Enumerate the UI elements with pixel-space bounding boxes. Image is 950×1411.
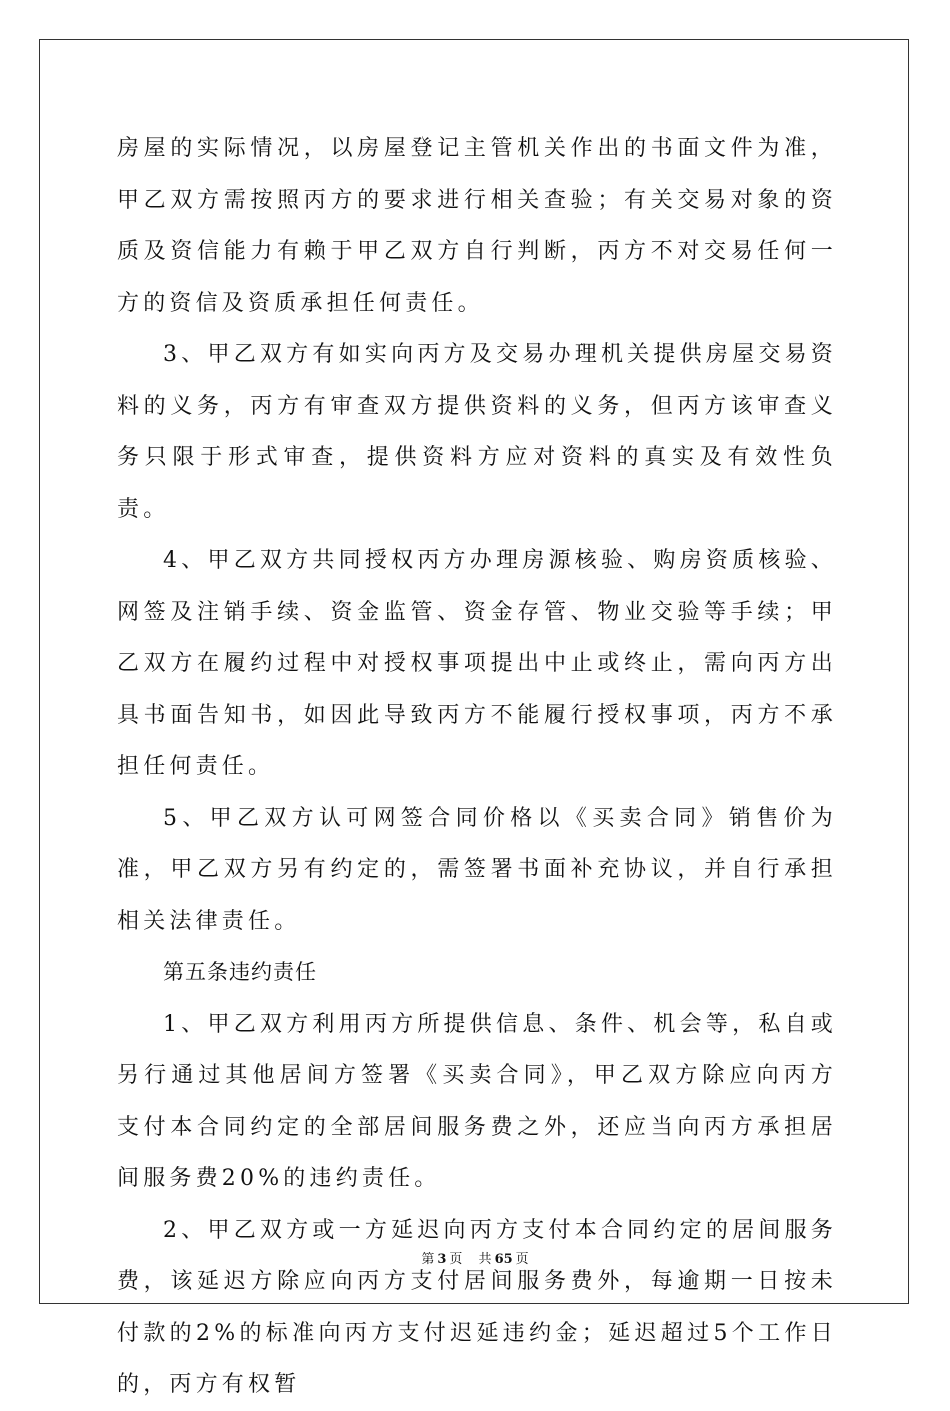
page-current: 3 bbox=[437, 1252, 447, 1267]
total-prefix: 共 bbox=[478, 1252, 492, 1267]
total-suffix: 页 bbox=[515, 1252, 529, 1267]
paragraph-breach-1: 1、甲乙双方利用丙方所提供信息、条件、机会等，私自或另行通过其他居间方签署《买卖合同》，甲乙双方除应向丙方支付本合同约定的全部居间服务费之外，还应当向丙方承担居间服务费20%的违约责任。 bbox=[117, 1011, 837, 1191]
document-body bbox=[117, 123, 837, 1411]
total-count: 65 bbox=[494, 1252, 513, 1267]
page-number bbox=[418, 1252, 465, 1267]
paragraph-clause-4: 4、甲乙双方共同授权丙方办理房源核验、购房资质核验、网签及注销手续、资金监管、资金存管、物业交验等手续；甲乙双方在履约过程中对授权事项提出中止或终止，需向丙方出具书面告知书，如因此导致丙方不能履行授权事项，丙方不承担任何责任。 bbox=[117, 548, 837, 779]
section-heading: 第五条违约责任 bbox=[163, 960, 317, 984]
page-suffix: 页 bbox=[449, 1252, 463, 1267]
paragraph-continuation: 房屋的实际情况，以房屋登记主管机关作出的书面文件为准，甲乙双方需按照丙方的要求进行相关查验；有关交易对象的资质及资信能力有赖于甲乙双方自行判断，丙方不对交易任何一方的资信及资质承担任何责任。 bbox=[117, 136, 837, 316]
page-prefix: 第 bbox=[421, 1252, 435, 1267]
paragraph-clause-5: 5、甲乙双方认可网签合同价格以《买卖合同》销售价为准，甲乙双方另有约定的，需签署书面补充协议，并自行承担相关法律责任。 bbox=[117, 805, 837, 934]
paragraph-clause-3: 3、甲乙双方有如实向丙方及交易办理机关提供房屋交易资料的义务，丙方有审查双方提供资料的义务，但丙方该审查义务只限于形式审查，提供资料方应对资料的真实及有效性负责。 bbox=[117, 342, 837, 522]
paragraph-breach-2: 2、甲乙双方或一方延迟向丙方支付本合同约定的居间服务费，该延迟方除应向丙方支付居间服务费外，每逾期一日按未付款的2%的标准向丙方支付迟延违约金；延迟超过5个工作日的，丙方有权暂 bbox=[117, 1217, 837, 1397]
page-footer bbox=[0, 1248, 950, 1267]
page-total bbox=[476, 1252, 532, 1267]
